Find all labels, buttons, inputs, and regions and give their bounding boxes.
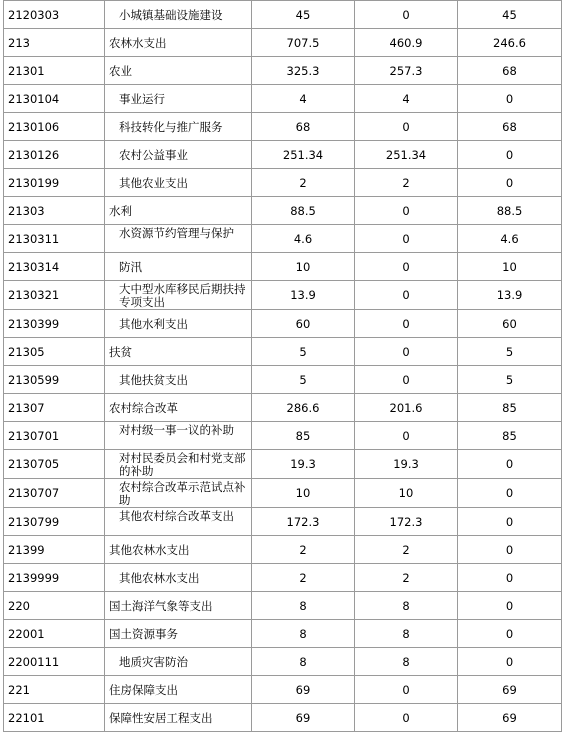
table-row <box>4 253 562 281</box>
table-row <box>4 310 562 338</box>
basic-cell: 8 <box>355 620 458 648</box>
total-cell: 10 <box>252 253 355 281</box>
basic-cell: 0 <box>355 281 458 310</box>
code-cell: 213 <box>4 29 105 57</box>
basic-cell: 2 <box>355 169 458 197</box>
total-cell: 5 <box>252 366 355 394</box>
table-row <box>4 704 562 732</box>
project-cell: 0 <box>458 564 562 592</box>
name-cell: 地质灾害防治 <box>105 648 252 676</box>
basic-cell: 0 <box>355 310 458 338</box>
project-cell: 85 <box>458 394 562 422</box>
name-cell: 水利 <box>105 197 252 225</box>
total-cell: 8 <box>252 620 355 648</box>
name-cell: 农业 <box>105 57 252 85</box>
name-cell: 其他农业支出 <box>105 169 252 197</box>
code-cell: 21305 <box>4 338 105 366</box>
basic-cell: 257.3 <box>355 57 458 85</box>
code-cell: 2130199 <box>4 169 105 197</box>
total-cell: 2 <box>252 564 355 592</box>
total-cell: 707.5 <box>252 29 355 57</box>
basic-cell: 0 <box>355 1 458 29</box>
code-cell: 2130311 <box>4 225 105 253</box>
table-row <box>4 281 562 310</box>
name-cell: 农村综合改革 <box>105 394 252 422</box>
code-cell: 2130701 <box>4 422 105 450</box>
name-cell: 小城镇基础设施建设 <box>105 1 252 29</box>
total-cell: 2 <box>252 536 355 564</box>
project-cell: 69 <box>458 704 562 732</box>
table-row <box>4 450 562 479</box>
basic-cell: 172.3 <box>355 508 458 536</box>
code-cell: 2130599 <box>4 366 105 394</box>
basic-cell: 0 <box>355 197 458 225</box>
code-cell: 2130314 <box>4 253 105 281</box>
table-row <box>4 508 562 536</box>
code-cell: 21399 <box>4 536 105 564</box>
table-row <box>4 85 562 113</box>
code-cell: 2130321 <box>4 281 105 310</box>
basic-cell: 19.3 <box>355 450 458 479</box>
table-row <box>4 536 562 564</box>
project-cell: 0 <box>458 592 562 620</box>
code-cell: 2139999 <box>4 564 105 592</box>
name-cell: 对村级一事一议的补助 <box>105 422 252 450</box>
basic-cell: 251.34 <box>355 141 458 169</box>
name-cell: 其他扶贫支出 <box>105 366 252 394</box>
code-cell: 2130106 <box>4 113 105 141</box>
table-row <box>4 592 562 620</box>
project-cell: 246.6 <box>458 29 562 57</box>
basic-cell: 8 <box>355 592 458 620</box>
name-cell: 事业运行 <box>105 85 252 113</box>
code-cell: 21303 <box>4 197 105 225</box>
basic-cell: 10 <box>355 479 458 508</box>
table-row <box>4 648 562 676</box>
total-cell: 45 <box>252 1 355 29</box>
basic-cell: 0 <box>355 676 458 704</box>
code-cell: 220 <box>4 592 105 620</box>
table-row <box>4 338 562 366</box>
name-cell: 农村综合改革示范试点补助 <box>105 479 252 508</box>
name-cell: 其他水利支出 <box>105 310 252 338</box>
table-row <box>4 620 562 648</box>
code-cell: 2200111 <box>4 648 105 676</box>
code-cell: 2130705 <box>4 450 105 479</box>
project-cell: 68 <box>458 57 562 85</box>
total-cell: 13.9 <box>252 281 355 310</box>
table-row <box>4 1 562 29</box>
name-cell: 国土资源事务 <box>105 620 252 648</box>
table-row <box>4 366 562 394</box>
table-row <box>4 57 562 85</box>
project-cell: 0 <box>458 508 562 536</box>
table-row <box>4 29 562 57</box>
basic-cell: 0 <box>355 225 458 253</box>
table-row <box>4 197 562 225</box>
budget-table-container <box>3 0 562 732</box>
total-cell: 69 <box>252 704 355 732</box>
total-cell: 4 <box>252 85 355 113</box>
name-cell: 防汛 <box>105 253 252 281</box>
project-cell: 0 <box>458 141 562 169</box>
basic-cell: 0 <box>355 366 458 394</box>
name-cell: 科技转化与推广服务 <box>105 113 252 141</box>
table-row <box>4 479 562 508</box>
total-cell: 10 <box>252 479 355 508</box>
table-row <box>4 169 562 197</box>
basic-cell: 0 <box>355 253 458 281</box>
basic-cell: 460.9 <box>355 29 458 57</box>
table-body <box>4 1 562 732</box>
name-cell: 其他农林水支出 <box>105 536 252 564</box>
project-cell: 0 <box>458 479 562 508</box>
code-cell: 22001 <box>4 620 105 648</box>
project-cell: 0 <box>458 169 562 197</box>
basic-cell: 2 <box>355 564 458 592</box>
expenditure-table <box>3 0 562 732</box>
name-cell: 住房保障支出 <box>105 676 252 704</box>
code-cell: 21307 <box>4 394 105 422</box>
project-cell: 0 <box>458 85 562 113</box>
name-cell: 农林水支出 <box>105 29 252 57</box>
name-cell: 其他农村综合改革支出 <box>105 508 252 536</box>
table-row <box>4 394 562 422</box>
total-cell: 88.5 <box>252 197 355 225</box>
total-cell: 68 <box>252 113 355 141</box>
basic-cell: 0 <box>355 113 458 141</box>
project-cell: 68 <box>458 113 562 141</box>
table-row <box>4 225 562 253</box>
project-cell: 10 <box>458 253 562 281</box>
name-cell: 水资源节约管理与保护 <box>105 225 252 253</box>
basic-cell: 8 <box>355 648 458 676</box>
code-cell: 21301 <box>4 57 105 85</box>
name-cell: 扶贫 <box>105 338 252 366</box>
name-cell: 保障性安居工程支出 <box>105 704 252 732</box>
project-cell: 88.5 <box>458 197 562 225</box>
total-cell: 19.3 <box>252 450 355 479</box>
name-cell: 农村公益事业 <box>105 141 252 169</box>
basic-cell: 0 <box>355 338 458 366</box>
code-cell: 2130799 <box>4 508 105 536</box>
code-cell: 2130707 <box>4 479 105 508</box>
name-cell: 对村民委员会和村党支部的补助 <box>105 450 252 479</box>
basic-cell: 2 <box>355 536 458 564</box>
name-cell: 国土海洋气象等支出 <box>105 592 252 620</box>
project-cell: 0 <box>458 536 562 564</box>
table-row <box>4 564 562 592</box>
total-cell: 325.3 <box>252 57 355 85</box>
table-row <box>4 676 562 704</box>
total-cell: 85 <box>252 422 355 450</box>
table-row <box>4 113 562 141</box>
table-row <box>4 422 562 450</box>
name-cell: 其他农林水支出 <box>105 564 252 592</box>
total-cell: 251.34 <box>252 141 355 169</box>
code-cell: 2120303 <box>4 1 105 29</box>
code-cell: 2130126 <box>4 141 105 169</box>
code-cell: 2130399 <box>4 310 105 338</box>
project-cell: 13.9 <box>458 281 562 310</box>
total-cell: 286.6 <box>252 394 355 422</box>
code-cell: 221 <box>4 676 105 704</box>
total-cell: 8 <box>252 648 355 676</box>
total-cell: 2 <box>252 169 355 197</box>
project-cell: 4.6 <box>458 225 562 253</box>
table-row <box>4 141 562 169</box>
total-cell: 4.6 <box>252 225 355 253</box>
total-cell: 5 <box>252 338 355 366</box>
code-cell: 2130104 <box>4 85 105 113</box>
project-cell: 0 <box>458 620 562 648</box>
basic-cell: 4 <box>355 85 458 113</box>
project-cell: 5 <box>458 366 562 394</box>
project-cell: 0 <box>458 648 562 676</box>
total-cell: 69 <box>252 676 355 704</box>
code-cell: 22101 <box>4 704 105 732</box>
project-cell: 60 <box>458 310 562 338</box>
basic-cell: 0 <box>355 422 458 450</box>
project-cell: 45 <box>458 1 562 29</box>
project-cell: 85 <box>458 422 562 450</box>
project-cell: 5 <box>458 338 562 366</box>
total-cell: 8 <box>252 592 355 620</box>
total-cell: 172.3 <box>252 508 355 536</box>
name-cell: 大中型水库移民后期扶持专项支出 <box>105 281 252 310</box>
project-cell: 0 <box>458 450 562 479</box>
basic-cell: 201.6 <box>355 394 458 422</box>
basic-cell: 0 <box>355 704 458 732</box>
total-cell: 60 <box>252 310 355 338</box>
project-cell: 69 <box>458 676 562 704</box>
